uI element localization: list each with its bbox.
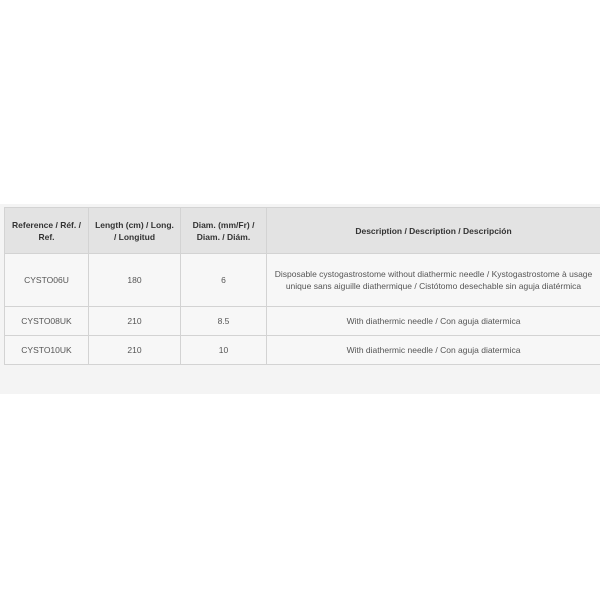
cell-length: 180 [89, 254, 181, 307]
table-row [5, 336, 600, 365]
header-length: Length (cm) / Long. / Longitud [89, 208, 181, 254]
cell-description: Disposable cystogastrostome without diathermic needle / Kystogastrostome à usage unique sans aiguille diathermique / Cistótomo desechable sin aguja diatérmica [267, 254, 600, 307]
table-header [5, 208, 600, 254]
header-reference: Reference / Réf. / Ref. [5, 208, 89, 254]
table-row [5, 307, 600, 336]
product-spec-table [4, 207, 600, 365]
cell-diameter: 8.5 [181, 307, 267, 336]
cell-reference: CYSTO08UK [5, 307, 89, 336]
header-diameter: Diam. (mm/Fr) / Diam. / Diám. [181, 208, 267, 254]
cell-description: With diathermic needle / Con aguja diatermica [267, 307, 600, 336]
cell-description: With diathermic needle / Con aguja diatermica [267, 336, 600, 365]
cell-length: 210 [89, 336, 181, 365]
header-description: Description / Description / Descripción [267, 208, 600, 254]
cell-diameter: 10 [181, 336, 267, 365]
table-body [5, 254, 600, 365]
table-panel [0, 204, 600, 394]
cell-reference: CYSTO06U [5, 254, 89, 307]
table-row [5, 254, 600, 307]
header-row [5, 208, 600, 254]
cell-reference: CYSTO10UK [5, 336, 89, 365]
cell-diameter: 6 [181, 254, 267, 307]
cell-length: 210 [89, 307, 181, 336]
